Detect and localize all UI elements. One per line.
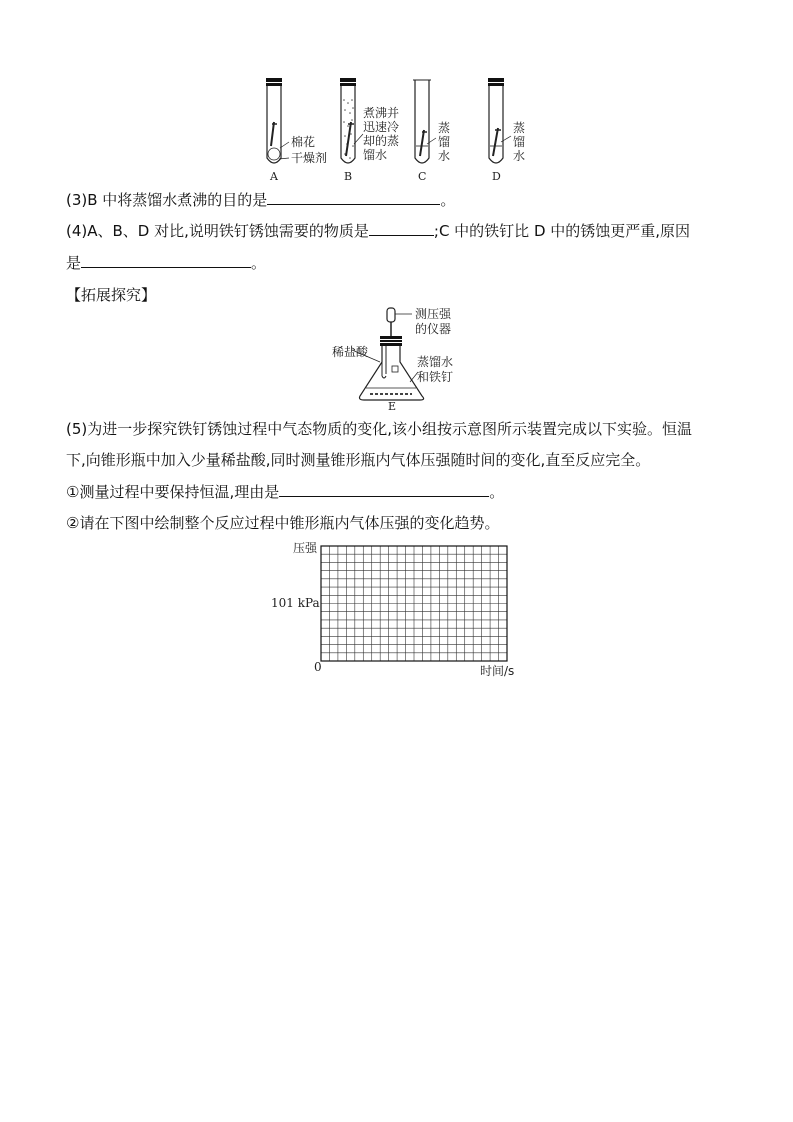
tube-a [266,78,289,163]
b-water-label-4: 馏水 [363,148,388,162]
q4-answer-blank-1[interactable] [369,220,434,236]
flask-figure [330,304,470,412]
q4-answer-blank-2[interactable] [81,252,251,268]
acid-label: 稀盐酸 [332,345,369,359]
b-water-label-2: 迅速冷 [363,120,400,134]
q5-text-line-2: 下,向锥形瓶中加入少量稀盐酸,同时测量锥形瓶内气体压强随时间的变化,直至反应完全。 [66,451,651,469]
b-water-label-3: 却的蒸 [363,134,400,148]
q3-suffix: 。 [440,191,456,209]
q5-text-line-1: (5)为进一步探究铁钉锈蚀过程中气态物质的变化,该小组按示意图所示装置完成以下实验。恒温 [66,420,693,438]
sensor-label-1: 测压强 [415,307,452,321]
c-water-label-2: 馏 [438,135,451,149]
q5-sub1-suffix: 。 [489,483,505,501]
q3-answer-blank[interactable] [267,189,440,205]
q3-prefix: (3)B 中将蒸馏水煮沸的目的是 [66,191,268,209]
tube-c [413,80,436,163]
a-cotton-label: 棉花 [291,135,316,149]
q4-line2-prefix: 是 [66,254,82,272]
tube-c-letter: C [418,170,427,183]
x-axis-label: 时间/s [480,664,515,677]
tube-a-letter: A [270,170,278,183]
origin-label: 0 [314,660,322,674]
y-axis-label: 压强 [293,541,318,555]
tube-b-letter: B [344,170,353,183]
q5-sub1-prefix: ①测量过程中要保持恒温,理由是 [66,483,280,501]
d-water-label-1: 蒸 [513,121,526,135]
grid-lines [321,546,507,661]
water-nail-label-2: 和铁钉 [417,370,454,384]
c-water-label-3: 水 [438,149,451,163]
q4-middle: ;C 中的铁钉比 D 中的锈蚀更严重,原因 [433,222,691,240]
question-4-line-2 [66,252,266,274]
sensor-label-2: 的仪器 [415,322,452,336]
c-water-label-1: 蒸 [438,121,451,135]
flask-e-letter: E [388,400,397,412]
q5-sub-1 [66,481,504,503]
pressure-grid-chart[interactable] [268,537,528,677]
b-water-label-1: 煮沸并 [363,106,400,120]
tube-d [488,78,511,163]
q4-prefix: (4)A、B、D 对比,说明铁钉锈蚀需要的物质是 [66,222,369,240]
a-desiccant-label: 干燥剂 [291,151,328,165]
question-3 [66,189,455,211]
d-water-label-3: 水 [513,149,526,163]
tube-d-letter: D [492,170,501,183]
q4-suffix: 。 [251,254,267,272]
water-nail-label-1: 蒸馏水 [417,355,454,369]
tube-b [340,78,363,163]
question-4-line-1 [66,220,690,242]
test-tube-figure [255,74,545,186]
q5-sub-2: ②请在下图中绘制整个反应过程中锥形瓶内气体压强的变化趋势。 [66,514,500,532]
d-water-label-2: 馏 [513,135,526,149]
section-title: 【拓展探究】 [66,286,157,304]
y-101-kpa-label: 101 kPa [271,596,320,610]
q5-answer-blank[interactable] [279,481,489,497]
